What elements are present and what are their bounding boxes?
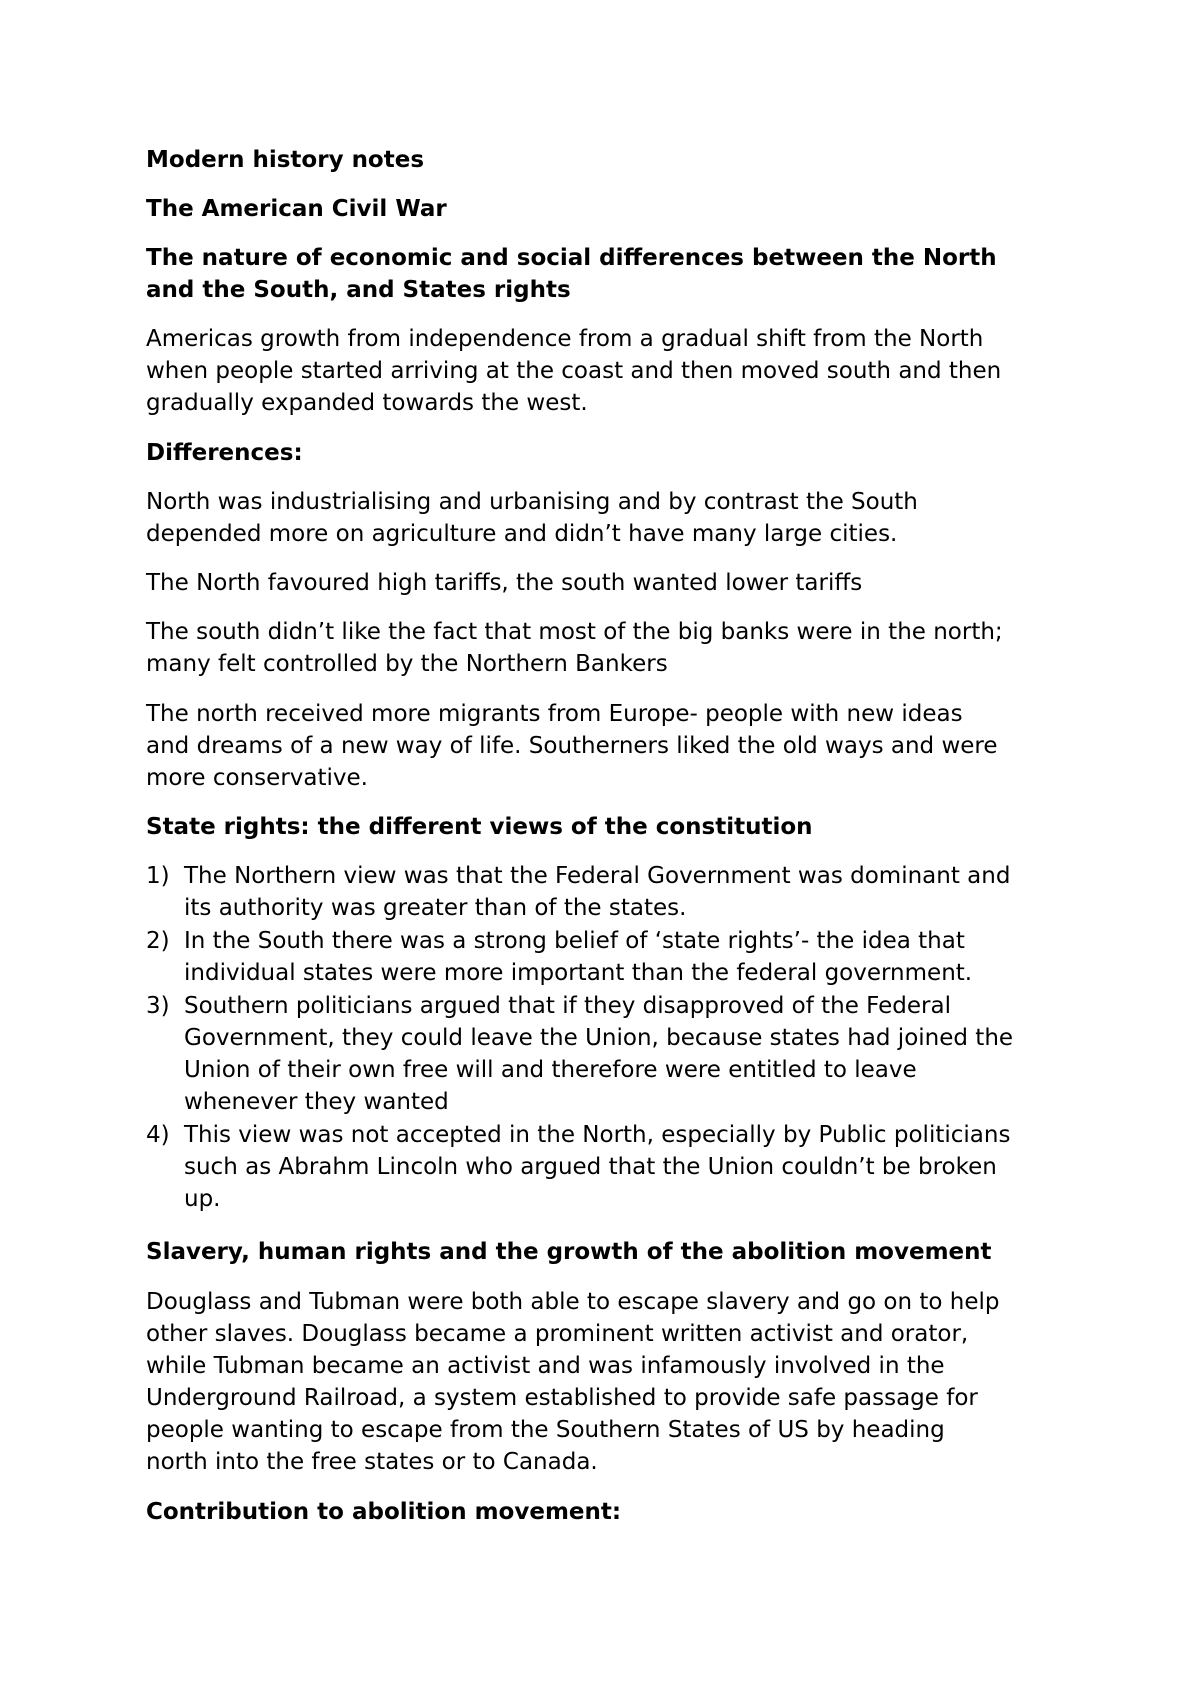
paragraph-line: people wanting to escape from the Southern States of US by heading: [146, 1417, 945, 1443]
list-item-line: Southern politicians argued that if they disapproved of the Federal: [184, 993, 951, 1019]
paragraph-line: while Tubman became an activist and was infamously involved in the: [146, 1353, 945, 1379]
list-item-line: its authority was greater than of the states.: [184, 895, 687, 921]
topic-heading: The American Civil War: [146, 196, 447, 222]
list-item-line: This view was not accepted in the North, especially by Public politicians: [184, 1122, 1011, 1148]
state-rights-heading: State rights: the different views of the constitution: [146, 814, 813, 840]
paragraph-line: other slaves. Douglass became a prominent written activist and orator,: [146, 1321, 969, 1347]
paragraph-line: The North favoured high tariffs, the south wanted lower tariffs: [146, 570, 863, 596]
intro-paragraph-line: gradually expanded towards the west.: [146, 390, 588, 416]
paragraph-line: The north received more migrants from Europe- people with new ideas: [146, 701, 963, 727]
paragraph-line: and dreams of a new way of life. Southerners liked the old ways and were: [146, 733, 998, 759]
list-item-number: 2): [146, 928, 170, 954]
slavery-heading: Slavery, human rights and the growth of the abolition movement: [146, 1239, 992, 1265]
document-page: [146, 0, 1076, 1696]
contribution-heading: Contribution to abolition movement:: [146, 1499, 622, 1525]
paragraph-line: more conservative.: [146, 765, 368, 791]
paragraph-line: North was industrialising and urbanising and by contrast the South: [146, 489, 918, 515]
document-title: Modern history notes: [146, 147, 425, 173]
paragraph-line: The south didn’t like the fact that most of the big banks were in the north;: [146, 619, 1003, 645]
list-item-line: such as Abrahm Lincoln who argued that the Union couldn’t be broken: [184, 1154, 997, 1180]
paragraph-line: Underground Railroad, a system established to provide safe passage for: [146, 1385, 978, 1411]
list-item-line: Government, they could leave the Union, because states had joined the: [184, 1025, 1014, 1051]
list-item-line: The Northern view was that the Federal Government was dominant and: [184, 863, 1011, 889]
list-item-line: up.: [184, 1186, 221, 1212]
list-item-line: whenever they wanted: [184, 1089, 449, 1115]
section-heading-line: The nature of economic and social differences between the North: [146, 245, 997, 271]
intro-paragraph-line: when people started arriving at the coast and then moved south and then: [146, 358, 1002, 384]
paragraph-line: depended more on agriculture and didn’t have many large cities.: [146, 521, 898, 547]
list-item-line: Union of their own free will and therefore were entitled to leave: [184, 1057, 917, 1083]
intro-paragraph-line: Americas growth from independence from a gradual shift from the North: [146, 326, 984, 352]
paragraph-line: many felt controlled by the Northern Bankers: [146, 651, 668, 677]
list-item-line: In the South there was a strong belief of ‘state rights’- the idea that: [184, 928, 965, 954]
differences-heading: Differences:: [146, 440, 303, 466]
list-item-line: individual states were more important than the federal government.: [184, 960, 973, 986]
list-item-number: 3): [146, 993, 170, 1019]
list-item-number: 4): [146, 1122, 170, 1148]
paragraph-line: north into the free states or to Canada.: [146, 1449, 598, 1475]
list-item-number: 1): [146, 863, 170, 889]
paragraph-line: Douglass and Tubman were both able to escape slavery and go on to help: [146, 1289, 1000, 1315]
section-heading-line: and the South, and States rights: [146, 277, 571, 303]
